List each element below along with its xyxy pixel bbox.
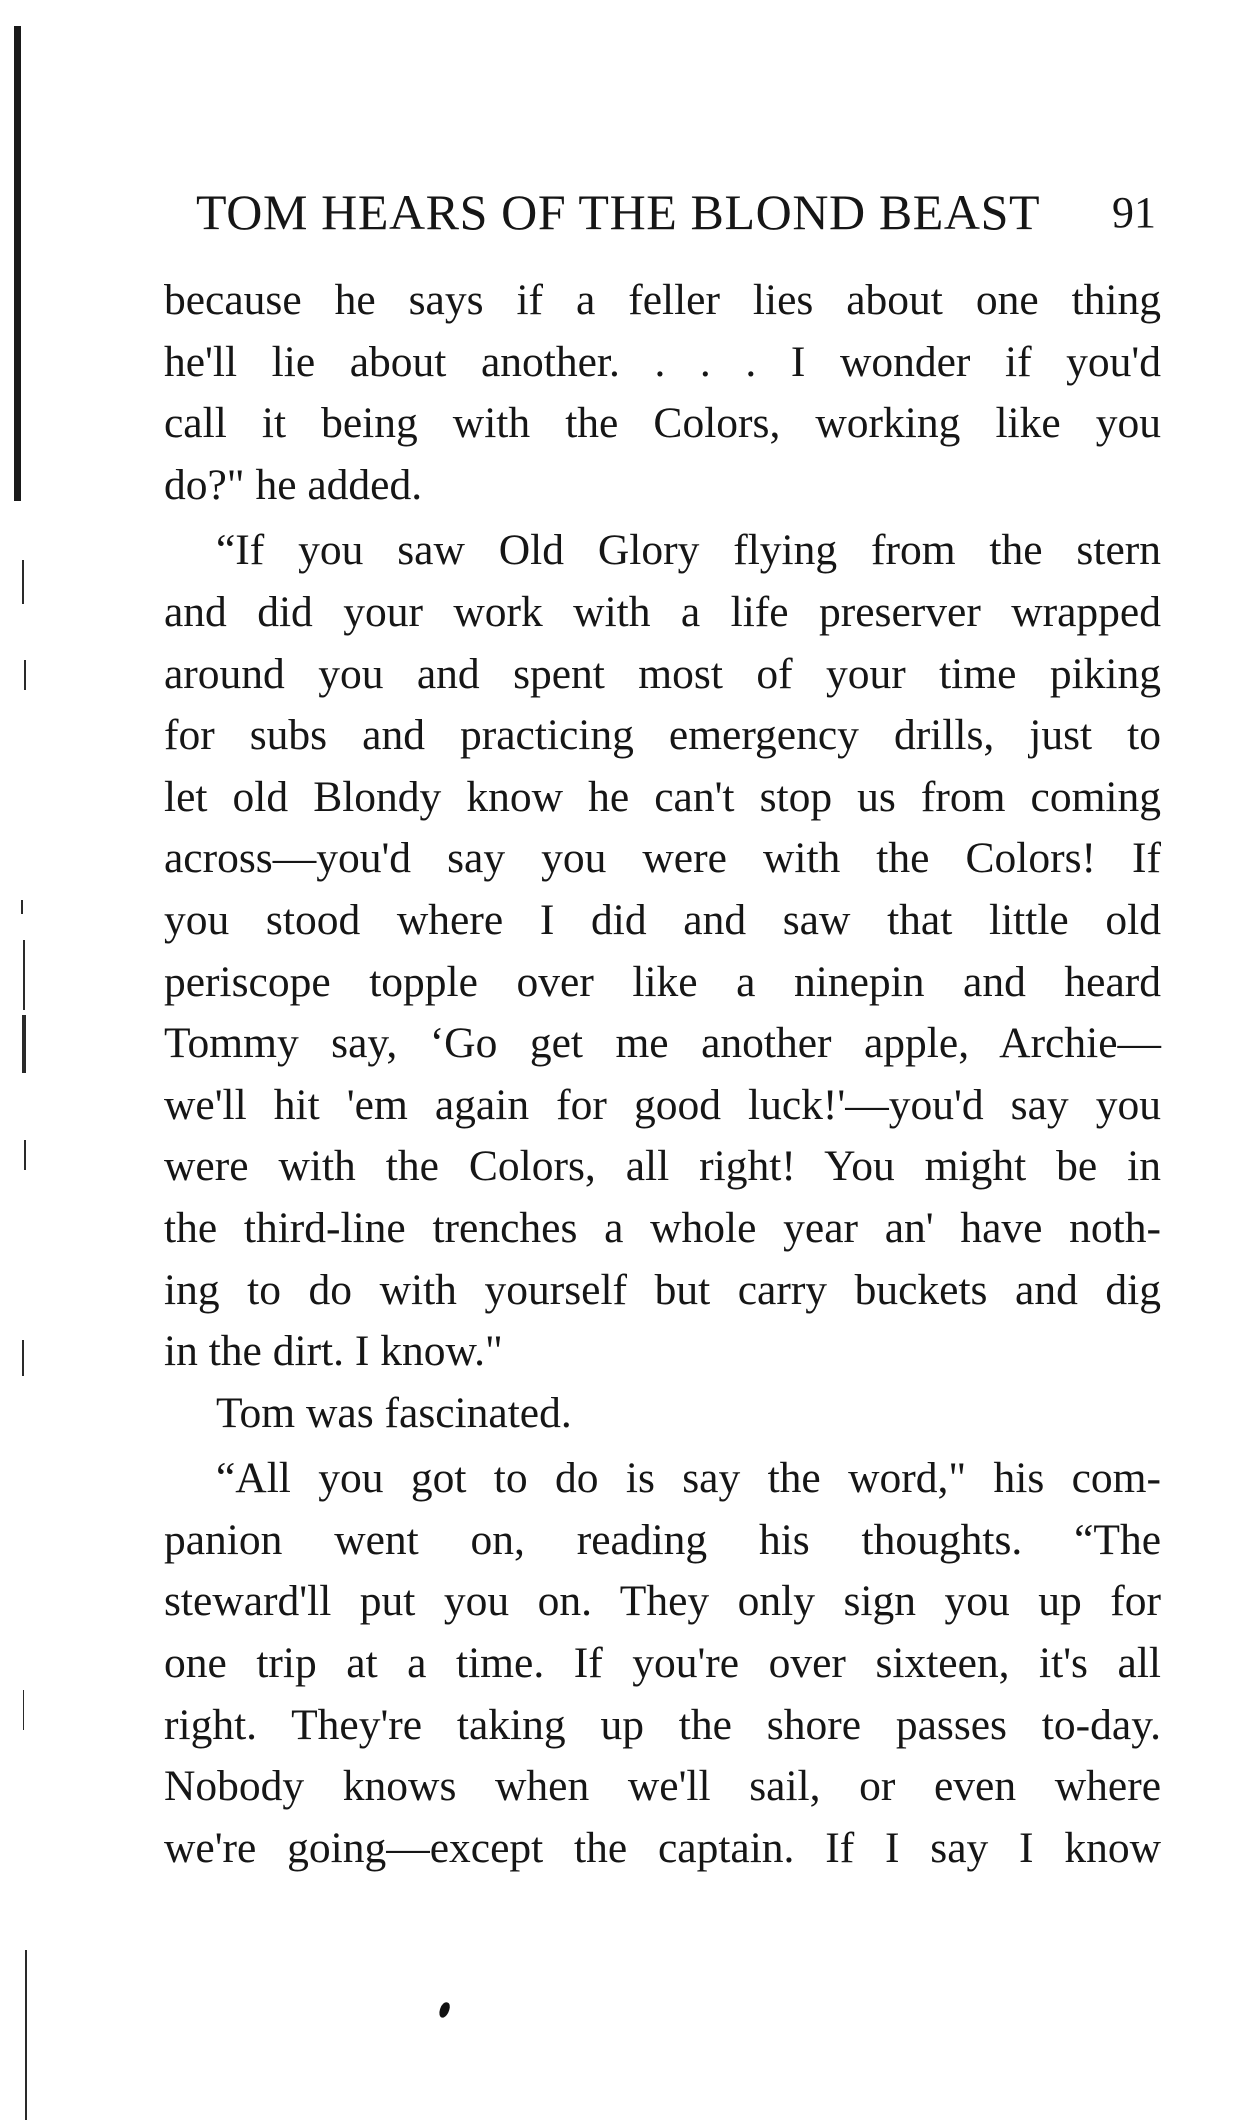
text-line: call it being with the Colors, working like you: [164, 399, 1161, 448]
scan-edge-rule: [14, 26, 21, 501]
text-line: do?" he added.: [164, 460, 423, 509]
text-line: “If you saw Old Glory flying from the stern: [216, 526, 1161, 575]
running-title: TOM HEARS OF THE BLOND BEAST: [196, 184, 1041, 240]
running-head: [196, 183, 1156, 243]
text-line: Tommy say, ‘Go get me another apple, Archie—: [164, 1019, 1161, 1068]
text-line: we'll hit 'em again for good luck!'—you'd say you: [164, 1080, 1161, 1129]
text-line: and did your work with a life preserver wrapped: [164, 587, 1161, 636]
scan-mark: [23, 940, 25, 1010]
text-line: periscope topple over like a ninepin and heard: [164, 957, 1161, 1006]
text-line: he'll lie about another. . . . I wonder if you'd: [164, 337, 1161, 386]
text-line: around you and spent most of your time piking: [164, 649, 1161, 698]
scan-mark: [24, 1140, 26, 1170]
scan-mark: [22, 1015, 26, 1073]
text-line: “All you got to do is say the word," his com-: [216, 1454, 1161, 1503]
text-line: Tom was fascinated.: [216, 1388, 572, 1437]
text-line: across—you'd say you were with the Colors! If: [164, 834, 1161, 883]
text-line: the third-line trenches a whole year an' have noth-: [164, 1203, 1161, 1252]
scan-mark: [25, 1950, 27, 2120]
scan-mark: [24, 660, 26, 690]
body-text: [164, 270, 1161, 1879]
scan-mark: [21, 900, 23, 914]
text-line: in the dirt. I know.": [164, 1327, 503, 1376]
text-line: we're going—except the captain. If I say I know: [164, 1823, 1161, 1872]
text-line: one trip at a time. If you're over sixteen, it's all: [164, 1639, 1161, 1688]
page-number: 91: [1112, 188, 1156, 237]
ink-speck: [438, 2001, 452, 2019]
scan-mark: [23, 1690, 24, 1730]
text-line: because he says if a feller lies about one thing: [164, 276, 1161, 324]
text-line: were with the Colors, all right! You might be in: [164, 1142, 1161, 1191]
text-line: for subs and practicing emergency drills, just to: [164, 711, 1161, 760]
text-line: Nobody knows when we'll sail, or even where: [164, 1762, 1161, 1811]
scan-mark: [22, 1340, 24, 1376]
text-line: panion went on, reading his thoughts. “The: [164, 1515, 1161, 1564]
text-line: steward'll put you on. They only sign you up for: [164, 1577, 1161, 1626]
text-line: right. They're taking up the shore passes to-day.: [164, 1700, 1161, 1749]
text-line: ing to do with yourself but carry buckets and dig: [164, 1265, 1161, 1314]
text-line: let old Blondy know he can't stop us from coming: [164, 772, 1161, 821]
scan-mark: [22, 560, 24, 604]
text-line: you stood where I did and saw that little old: [164, 895, 1161, 944]
